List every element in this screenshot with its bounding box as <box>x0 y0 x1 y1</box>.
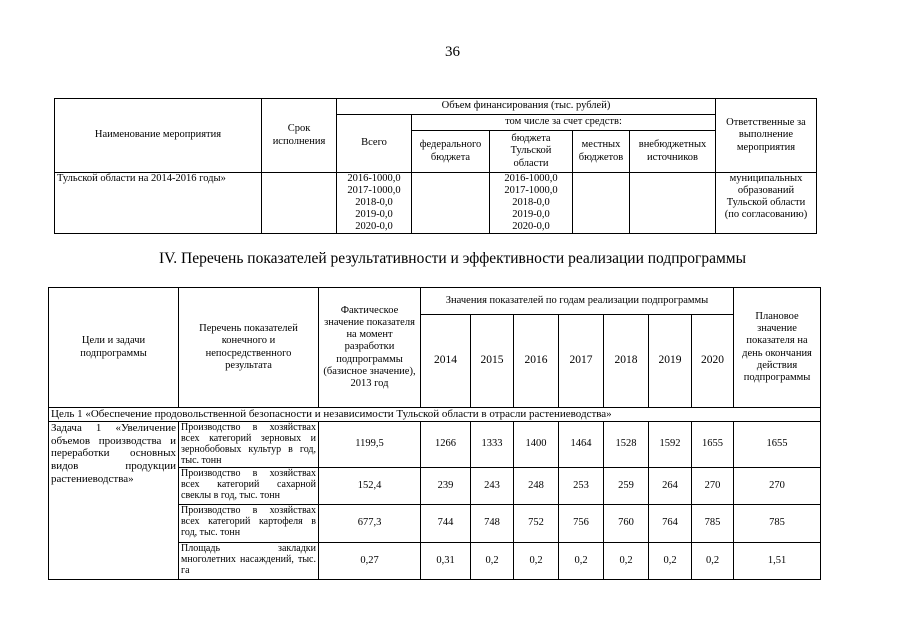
header-financing: Объем финансирования (тыс. рублей) <box>337 99 716 115</box>
value-2019: 1592 <box>649 422 692 468</box>
planned-value: 1655 <box>734 422 821 468</box>
row-local <box>573 173 630 234</box>
base-value: 1199,5 <box>319 422 421 468</box>
row-regional-2017: 2017-1000,0 <box>504 185 558 197</box>
indicator-cell: Площадь закладки многолетних насаждений, тыс. га <box>179 543 319 580</box>
value-2014: 744 <box>421 505 471 543</box>
value-2016: 752 <box>514 505 559 543</box>
planned-value: 785 <box>734 505 821 543</box>
value-2017: 756 <box>559 505 604 543</box>
row-name: Тульской области на 2014-2016 годы» <box>55 173 262 234</box>
base-value: 677,3 <box>319 505 421 543</box>
value-2019: 764 <box>649 505 692 543</box>
base-value: 0,27 <box>319 543 421 580</box>
indicators-table <box>48 287 821 580</box>
header-year-2016: 2016 <box>514 315 559 408</box>
header-regional: бюджета Тульской области <box>490 131 573 173</box>
header-goals: Цели и задачи подпрограммы <box>49 288 179 408</box>
table-row <box>49 422 821 468</box>
base-value: 152,4 <box>319 468 421 505</box>
value-2016: 1400 <box>514 422 559 468</box>
value-2019: 0,2 <box>649 543 692 580</box>
section-heading: IV. Перечень показателей результативности и эффективности реализации подпрограммы <box>158 250 747 267</box>
header-year-2015: 2015 <box>471 315 514 408</box>
row-regional <box>490 173 573 234</box>
value-2020: 270 <box>692 468 734 505</box>
header-including: том числе за счет средств: <box>412 115 716 131</box>
row-responsible <box>716 173 817 234</box>
value-2017: 253 <box>559 468 604 505</box>
row-total-2018: 2018-0,0 <box>355 197 393 209</box>
planned-value: 270 <box>734 468 821 505</box>
indicator-cell: Производство в хозяйствах всех категорий зерновых и зернобобовых культур в год, тыс. тонн <box>179 422 319 468</box>
row-regional-2016: 2016-1000,0 <box>504 173 558 184</box>
row-total-2020: 2020-0,0 <box>355 221 393 233</box>
row-regional-2019: 2019-0,0 <box>512 209 550 221</box>
value-2020: 785 <box>692 505 734 543</box>
header-planned: Плановое значение показателя на день окончания действия подпрограммы <box>734 288 821 408</box>
header-actual: Фактическое значение показателя на момент разработки подпрограммы (базисное значение), 2013 год <box>319 288 421 408</box>
row-responsible-line-4: (по согласованию) <box>724 209 808 221</box>
value-2018: 0,2 <box>604 543 649 580</box>
page-number: 36 <box>445 44 460 60</box>
row-responsible-line-2: образований <box>737 185 795 197</box>
header-local: местных бюджетов <box>573 131 630 173</box>
header-year-2018: 2018 <box>604 315 649 408</box>
header-federal: федерального бюджета <box>412 131 490 173</box>
value-2017: 1464 <box>559 422 604 468</box>
row-responsible-line-3: Тульской области <box>726 197 806 209</box>
value-2016: 248 <box>514 468 559 505</box>
value-2015: 1333 <box>471 422 514 468</box>
value-2014: 1266 <box>421 422 471 468</box>
row-total <box>337 173 412 234</box>
value-2018: 259 <box>604 468 649 505</box>
row-regional-2018: 2018-0,0 <box>512 197 550 209</box>
header-indicators: Перечень показателей конечного и непосредственного результата <box>179 288 319 408</box>
row-total-2017: 2017-1000,0 <box>347 185 401 197</box>
value-2016: 0,2 <box>514 543 559 580</box>
value-2014: 239 <box>421 468 471 505</box>
row-regional-2020: 2020-0,0 <box>512 221 550 233</box>
header-extra: внебюджетных источников <box>630 131 716 173</box>
value-2015: 0,2 <box>471 543 514 580</box>
value-2015: 243 <box>471 468 514 505</box>
value-2018: 1528 <box>604 422 649 468</box>
indicator-cell: Производство в хозяйствах всех категорий сахарной свеклы в год, тыс. тонн <box>179 468 319 505</box>
value-2014: 0,31 <box>421 543 471 580</box>
header-year-2020: 2020 <box>692 315 734 408</box>
row-federal <box>412 173 490 234</box>
value-2020: 1655 <box>692 422 734 468</box>
goal-row: Цель 1 «Обеспечение продовольственной безопасности и независимости Тульской области в отрасли растениеводства» <box>49 408 821 422</box>
header-term: Срок исполнения <box>262 99 337 173</box>
header-values-by-year: Значения показателей по годам реализации подпрограммы <box>421 288 734 315</box>
value-2017: 0,2 <box>559 543 604 580</box>
row-extra <box>630 173 716 234</box>
value-2020: 0,2 <box>692 543 734 580</box>
row-total-2019: 2019-0,0 <box>355 209 393 221</box>
header-year-2017: 2017 <box>559 315 604 408</box>
row-responsible-line-1: муниципальных <box>729 173 803 184</box>
header-name: Наименование мероприятия <box>55 99 262 173</box>
value-2015: 748 <box>471 505 514 543</box>
row-term <box>262 173 337 234</box>
value-2018: 760 <box>604 505 649 543</box>
header-total: Всего <box>337 115 412 173</box>
header-year-2019: 2019 <box>649 315 692 408</box>
planned-value: 1,51 <box>734 543 821 580</box>
row-total-2016: 2016-1000,0 <box>347 173 401 184</box>
value-2019: 264 <box>649 468 692 505</box>
header-responsible: Ответственные за выполнение мероприятия <box>716 99 817 173</box>
header-year-2014: 2014 <box>421 315 471 408</box>
financing-table <box>54 98 817 234</box>
task-cell: Задача 1 «Увеличение объемов производства и переработки основных видов продукции растениеводства» <box>49 422 179 580</box>
indicator-cell: Производство в хозяйствах всех категорий картофеля в год, тыс. тонн <box>179 505 319 543</box>
